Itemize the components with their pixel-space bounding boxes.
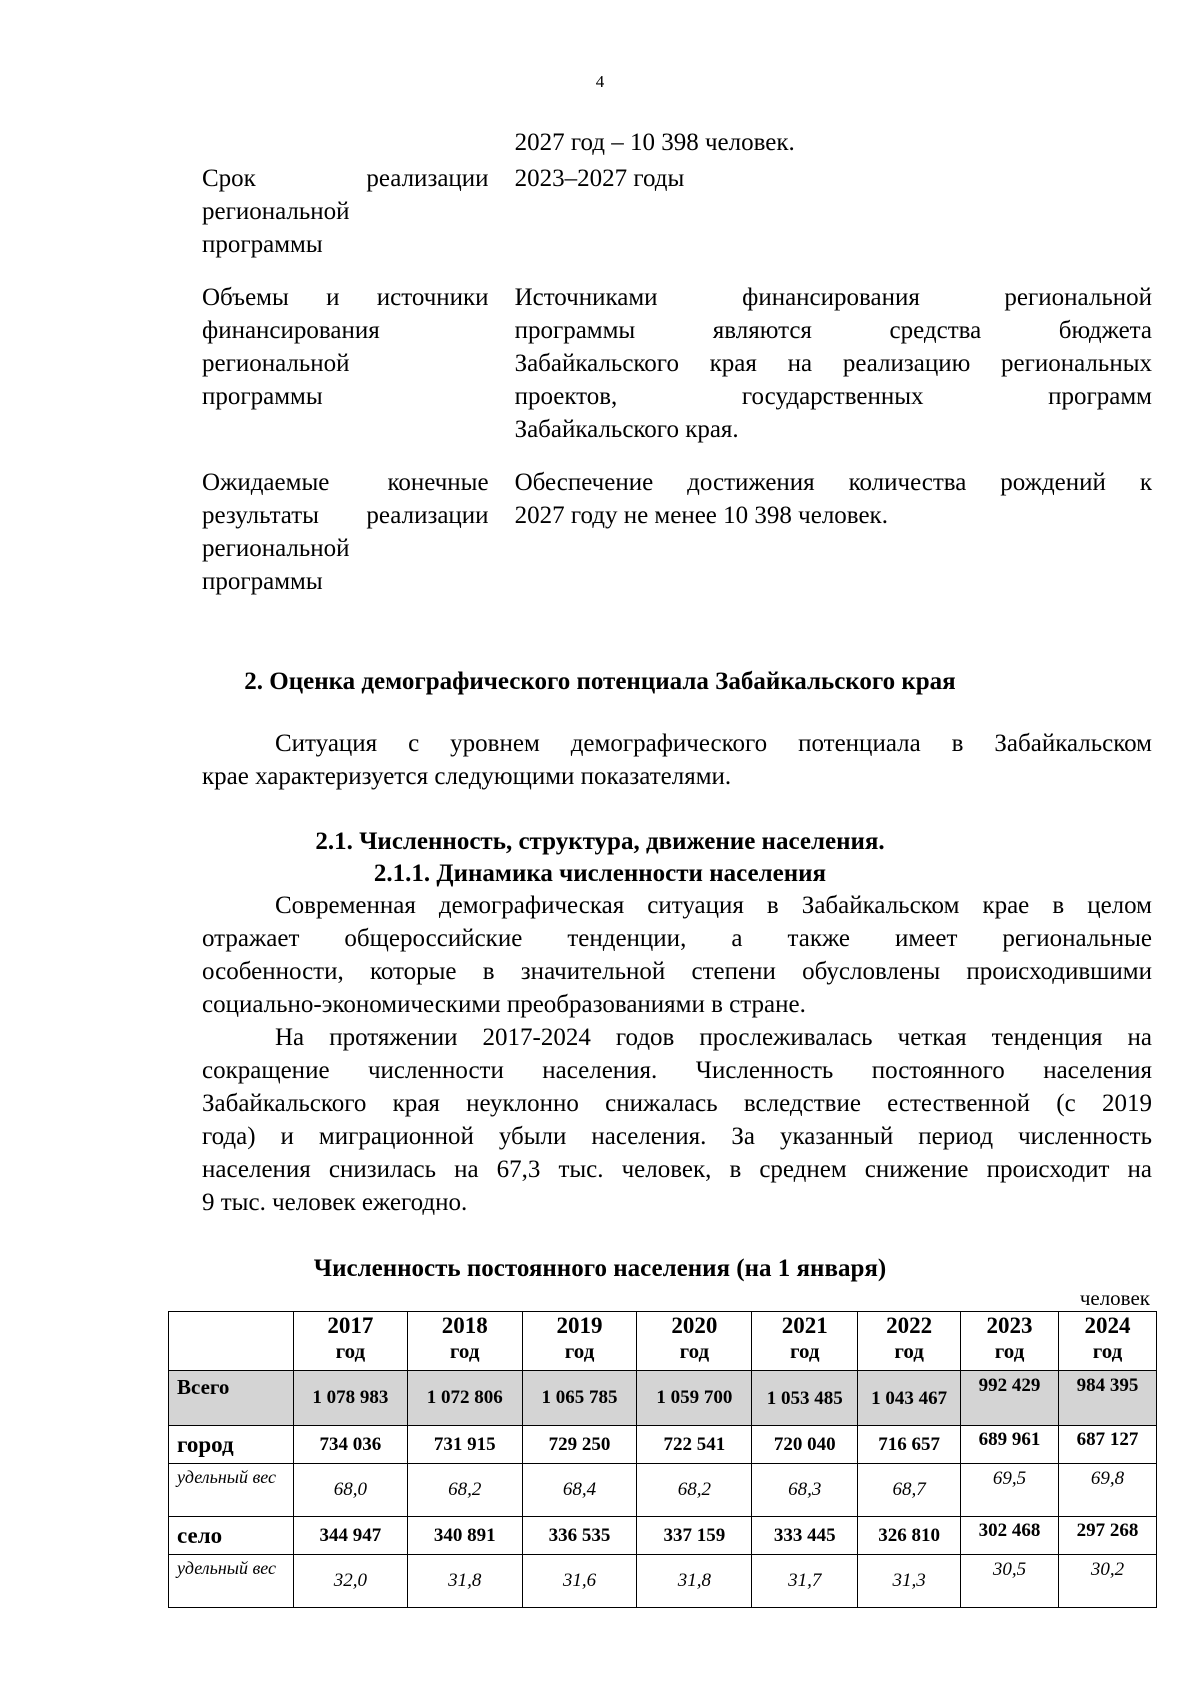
passport-value-term: 2023–2027 годы (514, 165, 685, 192)
table-cell: 687 127 (1059, 1426, 1157, 1464)
table-cell: 69,8 (1059, 1464, 1157, 1517)
table-unit: человек (1079, 1286, 1150, 1310)
table-row-village-share (169, 1555, 1157, 1608)
passport-row-term (202, 162, 1152, 261)
section-heading: 2. Оценка демографического потенциала Забайкальского края (244, 668, 956, 695)
header-year: 2018 год (407, 1312, 522, 1371)
table-cell: 31,8 (637, 1555, 752, 1608)
header-year: 2020 год (637, 1312, 752, 1371)
passport-label-funding: Объемы и источники финансирования региональной программы (202, 284, 489, 410)
table-cell: 689 961 (961, 1426, 1059, 1464)
table-cell: 31,8 (407, 1555, 522, 1608)
table-header-row (169, 1312, 1157, 1371)
table-cell: 30,5 (961, 1555, 1059, 1608)
table-cell: 716 657 (858, 1426, 961, 1464)
table-cell: 302 468 (961, 1517, 1059, 1555)
table-cell: 1 065 785 (522, 1371, 637, 1426)
row-label: удельный вес (169, 1464, 294, 1517)
table-cell: 344 947 (293, 1517, 407, 1555)
table-cell: 734 036 (293, 1426, 407, 1464)
table-cell: 31,7 (752, 1555, 858, 1608)
header-year: 2024 год (1059, 1312, 1157, 1371)
intro-paragraph: Ситуация с уровнем демографического потенциала в Забайкальском крае характеризуется следующими показателями. (202, 730, 1152, 790)
table-cell: 1 043 467 (858, 1371, 961, 1426)
paragraph-trend: На протяжении 2017-2024 годов прослеживалась четкая тенденция на сокращение численности населения. Численность постоянного населения Забайкальского края неуклонно снижалась вследствие естественной (с 2019 года) и миграционной убыли населения. За указанный период численность населения снизилась на 67,3 тыс. человек, в среднем снижение происходит на 9 тыс. человек ежегодно. (202, 1024, 1152, 1216)
table-cell: 333 445 (752, 1517, 858, 1555)
header-year: 2022 год (858, 1312, 961, 1371)
passport-value-funding: Источниками финансирования региональной программы являются средства бюджета Забайкальского края на реализацию региональных проектов, государственных программ Забайкальского края. (514, 284, 1152, 443)
target-value: 2027 год – 10 398 человек. (514, 129, 795, 156)
table-cell: 729 250 (522, 1426, 637, 1464)
row-label: село (169, 1517, 294, 1555)
table-cell: 68,2 (637, 1464, 752, 1517)
passport-label-term: Срок реализации региональной программы (202, 165, 489, 258)
table-row-city-share (169, 1464, 1157, 1517)
table-cell: 68,3 (752, 1464, 858, 1517)
table-cell: 68,7 (858, 1464, 961, 1517)
table-cell: 69,5 (961, 1464, 1059, 1517)
header-year: 2023 год (961, 1312, 1059, 1371)
passport-label-results: Ожидаемые конечные результаты реализации региональной программы (202, 469, 489, 595)
paragraph-situation: Современная демографическая ситуация в Забайкальском крае в целом отражает общероссийские тенденции, а также имеет региональные особенности, которые в значительной степени обусловлены происходившими социально-экономическими преобразованиями в стране. (202, 892, 1152, 1018)
passport-value-results: Обеспечение достижения количества рождений к 2027 году не менее 10 398 человек. (514, 469, 1152, 529)
passport-row-results (202, 466, 1152, 598)
table-row-village (169, 1517, 1157, 1555)
table-cell: 722 541 (637, 1426, 752, 1464)
table-row-city (169, 1426, 1157, 1464)
table-cell: 1 053 485 (752, 1371, 858, 1426)
table-cell: 32,0 (293, 1555, 407, 1608)
table-cell: 336 535 (522, 1517, 637, 1555)
table-cell: 68,0 (293, 1464, 407, 1517)
row-label: Всего (169, 1371, 294, 1426)
table-title: Численность постоянного населения (на 1 января) (313, 1255, 887, 1282)
header-year: 2017 год (293, 1312, 407, 1371)
row-label: удельный вес (169, 1555, 294, 1608)
row-label: город (169, 1426, 294, 1464)
header-corner (169, 1312, 294, 1371)
table-cell: 326 810 (858, 1517, 961, 1555)
passport-table (202, 126, 1152, 598)
table-cell: 731 915 (407, 1426, 522, 1464)
subsection-heading: 2.1. Численность, структура, движение населения. (315, 828, 885, 855)
table-cell: 337 159 (637, 1517, 752, 1555)
passport-row-funding (202, 281, 1152, 446)
passport-row-target (202, 126, 1152, 159)
population-table (168, 1311, 1157, 1608)
subsubsection-heading: 2.1.1. Динамика численности населения (373, 860, 827, 887)
table-cell: 68,2 (407, 1464, 522, 1517)
table-cell: 31,3 (858, 1555, 961, 1608)
header-year: 2021 год (752, 1312, 858, 1371)
table-cell: 68,4 (522, 1464, 637, 1517)
table-cell: 340 891 (407, 1517, 522, 1555)
page-number: 4 (595, 72, 605, 91)
header-year: 2019 год (522, 1312, 637, 1371)
table-cell: 1 078 983 (293, 1371, 407, 1426)
table-cell: 720 040 (752, 1426, 858, 1464)
table-row-total (169, 1371, 1157, 1426)
table-cell: 297 268 (1059, 1517, 1157, 1555)
table-cell: 1 072 806 (407, 1371, 522, 1426)
table-cell: 1 059 700 (637, 1371, 752, 1426)
table-cell: 31,6 (522, 1555, 637, 1608)
table-cell: 992 429 (961, 1371, 1059, 1426)
table-cell: 984 395 (1059, 1371, 1157, 1426)
table-cell: 30,2 (1059, 1555, 1157, 1608)
